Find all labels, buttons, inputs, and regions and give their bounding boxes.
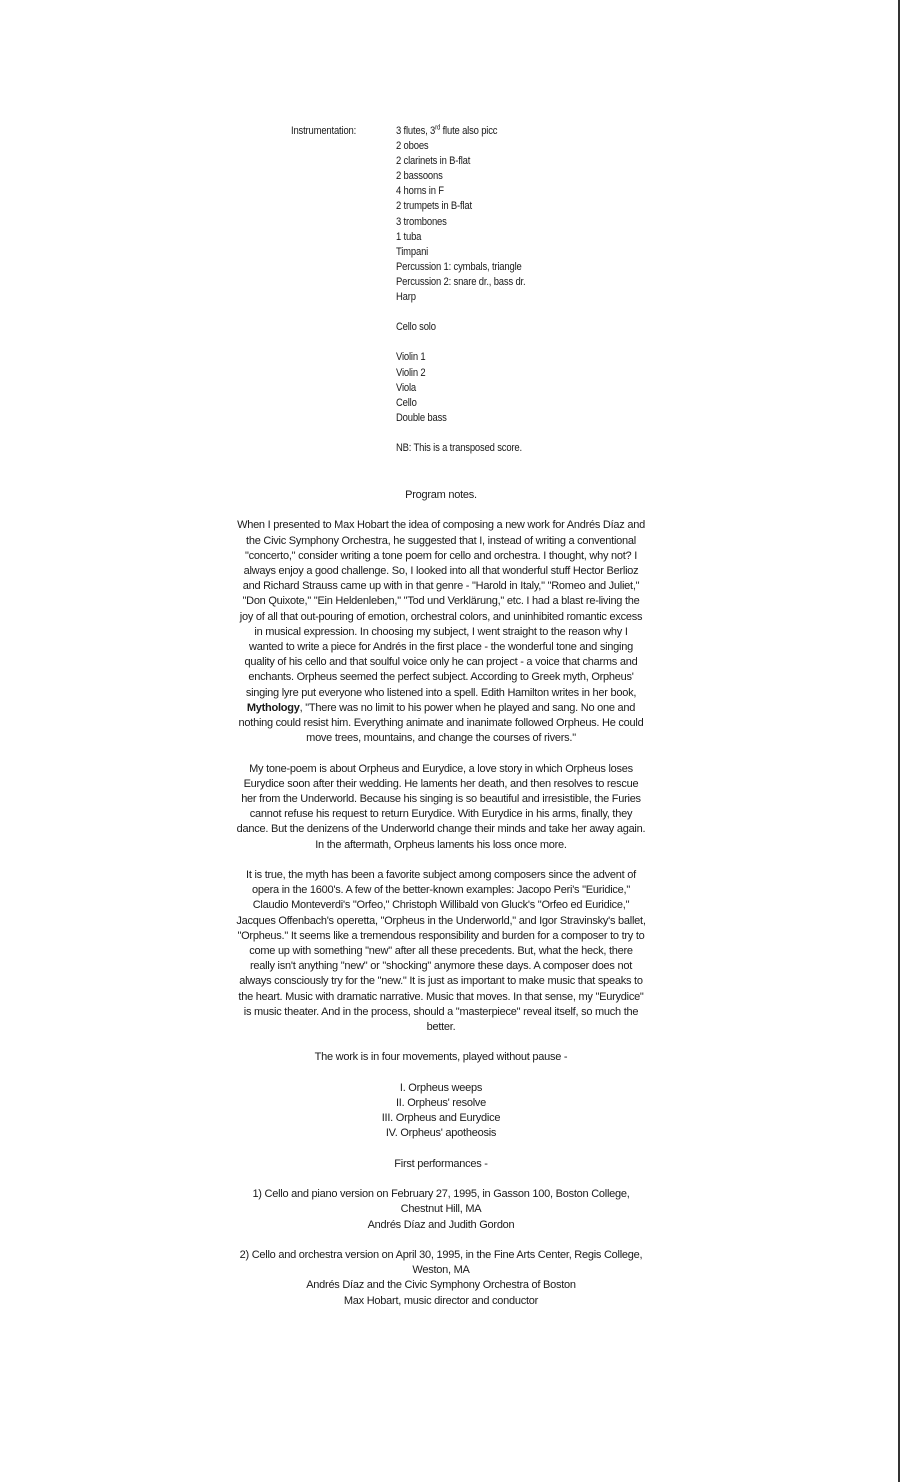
book-title: Mythology bbox=[246, 701, 300, 714]
instrument: Double bass bbox=[396, 411, 447, 424]
movement-item: IV. Orpheus' apotheosis bbox=[385, 1127, 497, 1140]
instrument: 2 trumpets in B-flat bbox=[396, 200, 472, 213]
instrument: 1 tuba bbox=[396, 230, 422, 243]
movement-item: I. Orpheus weeps bbox=[399, 1081, 483, 1094]
instrument: Percussion 2: snare dr., bass dr. bbox=[396, 275, 526, 288]
program-notes bbox=[236, 488, 646, 1309]
movement-item: II. Orpheus' resolve bbox=[395, 1097, 487, 1110]
notes-paragraph-3: It is true, the myth has been a favorite subject among composers since the advent of opera in the 1600's. A few of the better-known examples: Jacopo Peri's "Euridice," Claudio Monteverdi's "Orfeo," Christoph Willibald von Gluck's "Orfeo ed Euridice," Jacques Offenbach's operetta, "Orpheus in the Underworld," and Igor Stravinsky's ballet, "Orpheus." It seems like a tremendous responsibility and burden for a composer to try to come up with something "new" after all these precedents. But, what the heck, there really isn't anything "new" or "shocking" anymore these days. A composer does not always consciously try for the "new." It is just as important to make music that speaks to the heart. Music with dramatic narrative. Music that moves. In that sense, my "Eurydice" is music theater. And in the process, should a "masterpiece" reveal itself, so much the better. bbox=[236, 869, 646, 1034]
program-notes-heading: Program notes. bbox=[405, 489, 477, 501]
instrumentation-list bbox=[396, 124, 525, 456]
performances-heading: First performances - bbox=[394, 1157, 488, 1170]
instrumentation-label: Instrumentation: bbox=[291, 125, 357, 137]
instrument: 2 oboes bbox=[396, 140, 429, 153]
instrument: 3 trombones bbox=[396, 215, 447, 228]
instrument: 4 horns in F bbox=[396, 185, 444, 198]
instrument-solo: Cello solo bbox=[396, 321, 436, 334]
notes-paragraph-1: When I presented to Max Hobart the idea of composing a new work for Andrés Díaz and the Civic Symphony Orchestra, he suggested that I, instead of writing a conventional "concerto," consider writing a tone poem for cello and orchestra. I thought, why not? I always enjoy a good challenge. So, I looked into all that wonderful stuff Hector Berlioz and Richard Strauss came up with in that genre - "Harold in Italy," "Romeo and Juliet," "Don Quixote," "Ein Heldenleben," "Tod und Verklärung," etc. I had a blast re-living the joy of all that out-pouring of emotion, orchestral colors, and uninhibited romantic excess in musical expression. In choosing my subject, I went straight to the reason why I wanted to write a piece for Andrés in the first place - the wonderful tone and singing quality of his cello and that soulful voice only he can project - a voice that charms and enchants. Orpheus seemed the perfect subject. According to Greek myth, Orpheus' singing lyre put everyone who listened into a spell. Edith Hamilton writes in her book, Mythology, "There was no limit to his power when he played and sang. No one and nothing could resist him. Everything animate and inanimate followed Orpheus. He could move trees, mountains, and change the courses of rivers." bbox=[237, 519, 645, 745]
performance-2-artists: Andrés Díaz and the Civic Symphony Orchestra of Boston bbox=[306, 1279, 576, 1292]
instrument: Viola bbox=[396, 381, 417, 394]
score-note: NB: This is a transposed score. bbox=[396, 441, 522, 454]
instrument: Violin 2 bbox=[396, 366, 426, 379]
instrument: Violin 1 bbox=[396, 351, 426, 364]
instrument: Harp bbox=[396, 291, 416, 304]
notes-paragraph-2: My tone-poem is about Orpheus and Eurydice, a love story in which Orpheus loses Eurydice soon after their wedding. He laments her death, and then resolves to rescue her from the Underworld. Because his singing is so beautiful and irresistible, the Furies cannot refuse his request to return Eurydice. With Eurydice in his arms, finally, they dance. But the denizens of the Underworld change their minds and take her away again. In the aftermath, Orpheus laments his loss once more. bbox=[236, 762, 646, 851]
performance-1: 1) Cello and piano version on February 27, 1995, in Gasson 100, Boston College, Chestnut Hill, MA bbox=[252, 1188, 630, 1216]
movements-intro: The work is in four movements, played without pause - bbox=[314, 1051, 568, 1064]
movement-item: III. Orpheus and Eurydice bbox=[381, 1112, 501, 1125]
instrument: 2 bassoons bbox=[396, 170, 443, 183]
instrument: Timpani bbox=[396, 245, 429, 258]
instrument: 2 clarinets in B-flat bbox=[396, 155, 471, 168]
instrument-flutes: 3 flutes, 3rd flute also picc bbox=[396, 124, 498, 137]
instrument: Cello bbox=[396, 396, 417, 409]
instrument: Percussion 1: cymbals, triangle bbox=[396, 260, 522, 273]
performance-2-conductor: Max Hobart, music director and conductor bbox=[343, 1294, 539, 1307]
performance-2: 2) Cello and orchestra version on April 30, 1995, in the Fine Arts Center, Regis College, Weston, MA bbox=[239, 1249, 643, 1277]
performance-1-artists: Andrés Díaz and Judith Gordon bbox=[367, 1218, 515, 1231]
